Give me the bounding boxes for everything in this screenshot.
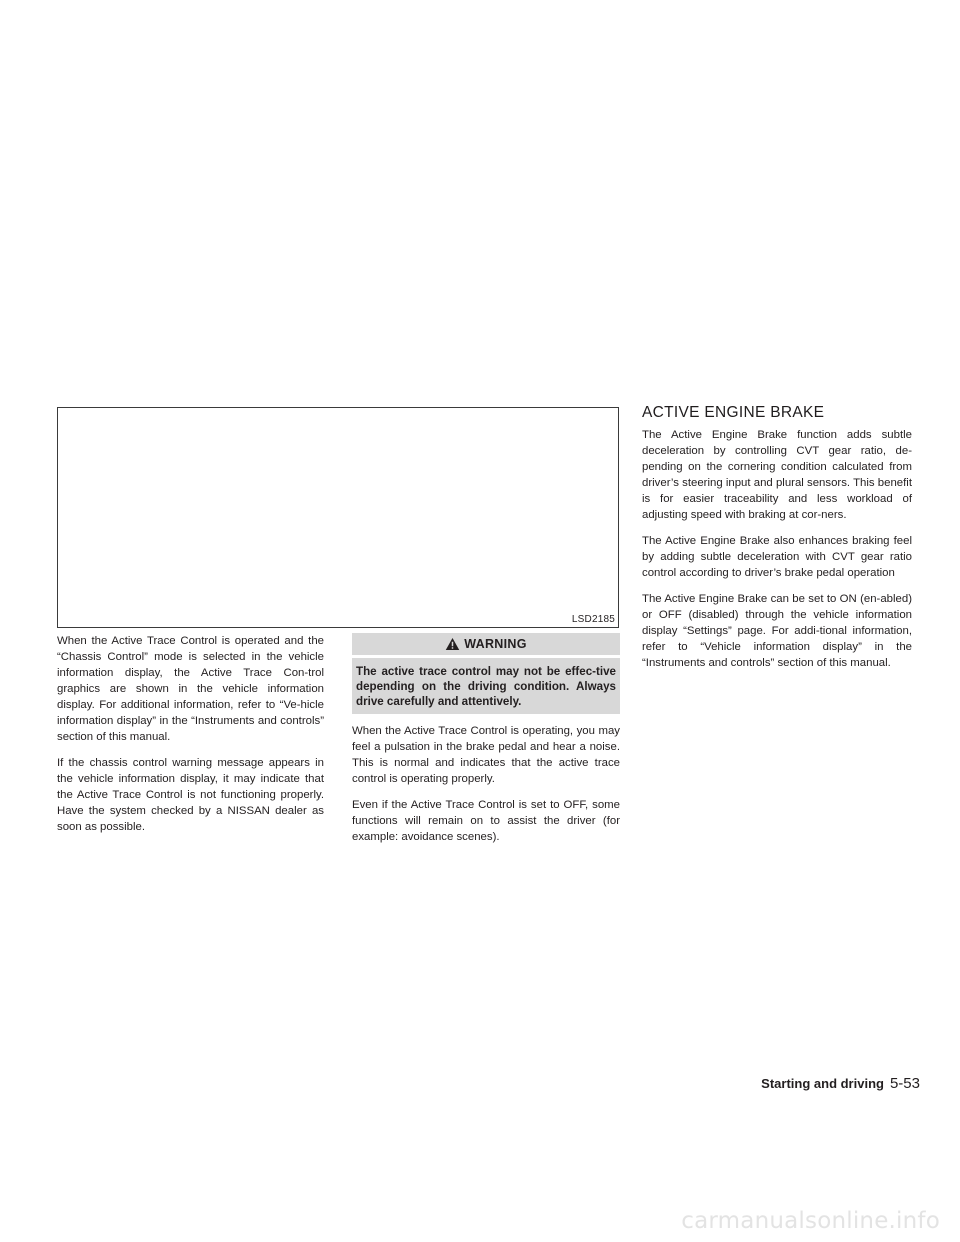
page-number: 5-53 — [889, 1075, 920, 1092]
warning-triangle-icon — [445, 637, 460, 651]
warning-header — [352, 633, 620, 655]
watermark-bar — [0, 1202, 960, 1242]
footer-section-title: Starting and driving — [761, 1076, 884, 1091]
paragraph: The Active Engine Brake can be set to ON (en-abled) or OFF (disabled) through the vehicle information display “Settings” page. For addi-tional information, refer to “Vehicle information display” in the “Instruments and controls” section of this manual. — [642, 593, 912, 669]
warning-title: WARNING — [464, 637, 527, 651]
section-heading: ACTIVE ENGINE BRAKE — [642, 404, 825, 421]
paragraph: The Active Engine Brake also enhances braking feel by adding subtle deceleration with CVT gear ratio control according to driver’s brake pedal operation — [642, 535, 912, 579]
watermark-text: carmanualsonline.info — [681, 1208, 940, 1234]
paragraph: When the Active Trace Control is operating, you may feel a pulsation in the brake pedal and hear a noise. This is normal and indicates that the active trace control is operating properly. — [352, 725, 620, 785]
figure-code: LSD2185 — [571, 614, 615, 625]
figure-placeholder — [57, 407, 619, 628]
column-3 — [642, 404, 912, 681]
column-2 — [352, 633, 620, 855]
warning-text: The active trace control may not be effec-tive depending on the driving condition. Always drive carefully and attentively. — [352, 658, 620, 714]
column-1 — [57, 633, 324, 845]
page-footer — [761, 1075, 920, 1092]
paragraph: If the chassis control warning message appears in the vehicle information display, it may indicate that the Active Trace Control is not functioning properly. Have the system checked by a NISSAN dealer as soon as possible. — [57, 757, 324, 833]
paragraph: The Active Engine Brake function adds subtle deceleration by controlling CVT gear ratio, de-pending on the cornering condition calculated from driver’s steering input and plural sensors. This benefit is for easier traceability and less workload of adjusting speed with braking at cor-ners. — [642, 429, 912, 521]
paragraph: Even if the Active Trace Control is set to OFF, some functions will remain on to assist the driver (for example: avoidance scenes). — [352, 799, 620, 843]
paragraph: When the Active Trace Control is operated and the “Chassis Control” mode is selected in the vehicle information display, the Active Trace Con-trol graphics are shown in the vehicle information display. For additional information, refer to “Ve-hicle information display” in the “Instruments and controls” section of this manual. — [57, 635, 324, 743]
